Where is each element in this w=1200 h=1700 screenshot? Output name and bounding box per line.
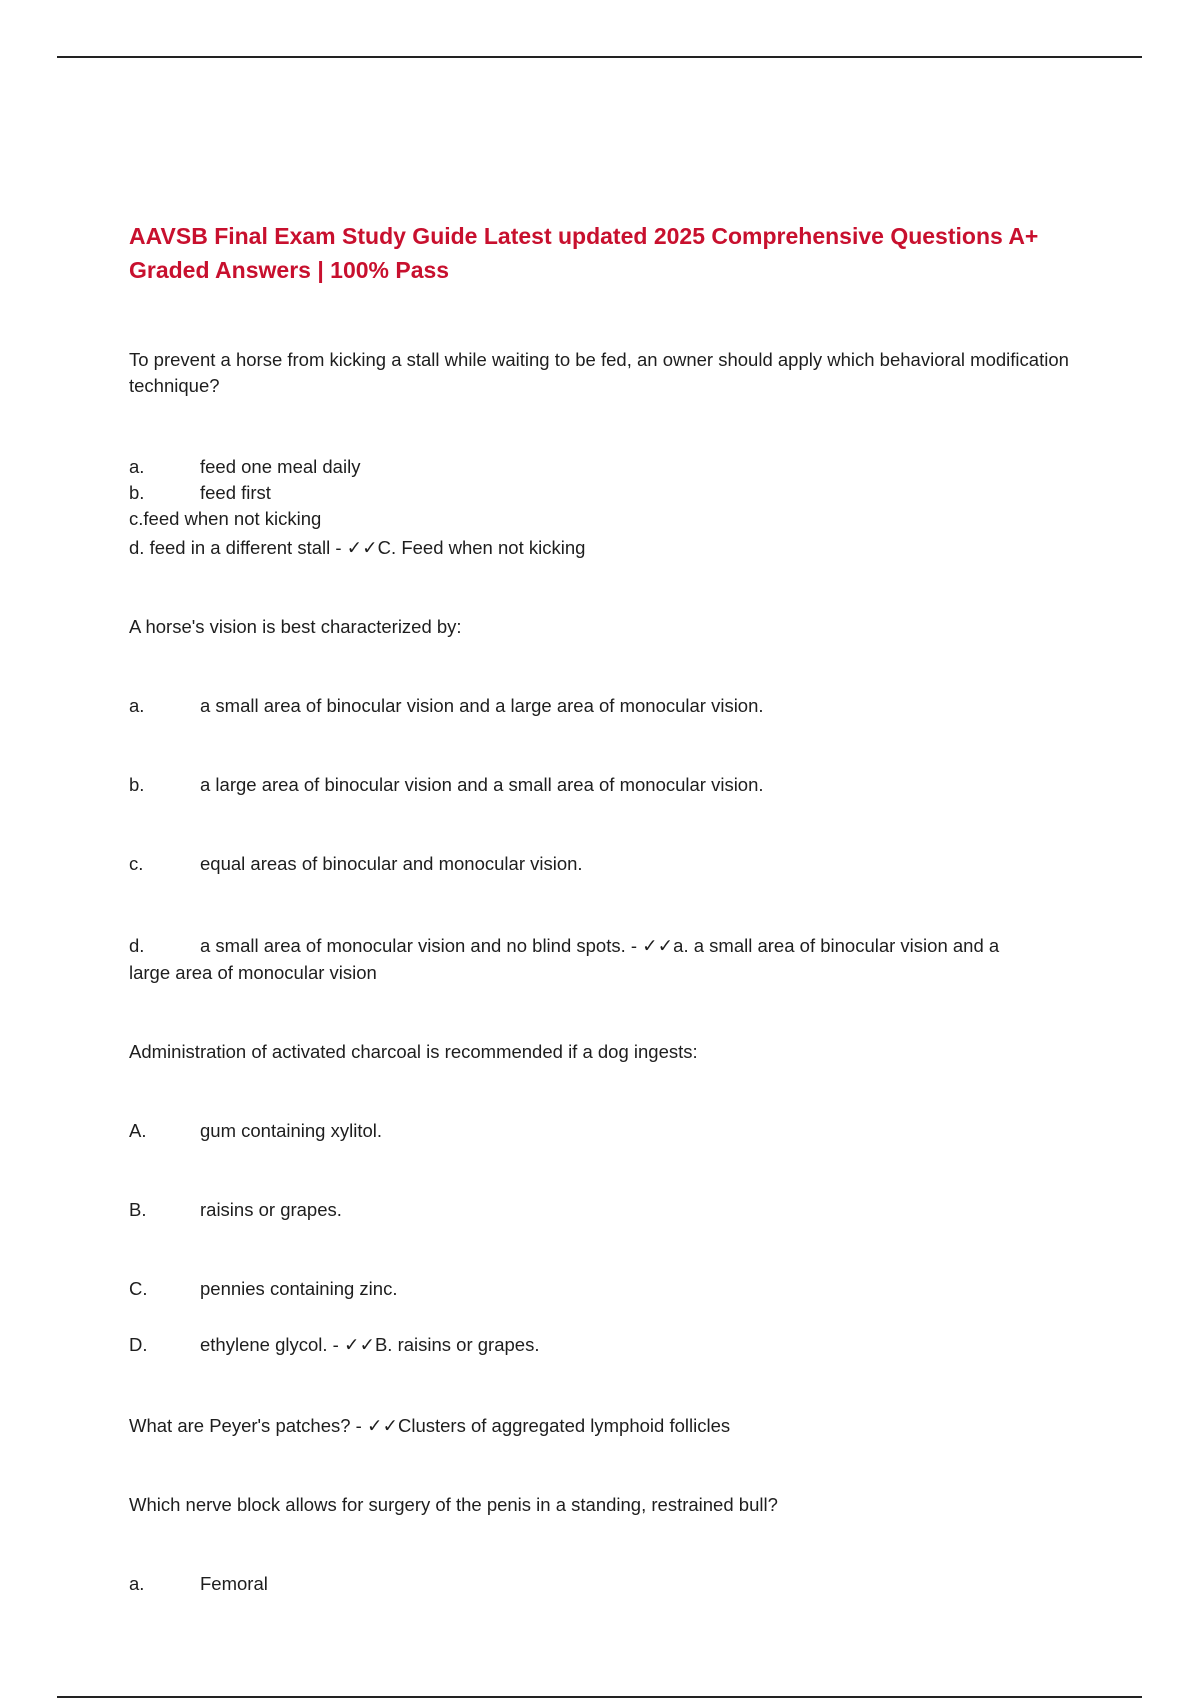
option-text: a small area of monocular vision and no blind spots. - ✓✓a. a small area of binocular vision and a: [200, 935, 1000, 956]
option-text: pennies containing zinc.: [200, 1278, 398, 1299]
question-4-answer: What are Peyer's patches? - ✓✓Clusters of aggregated lymphoid follicles: [129, 1415, 731, 1436]
q5-option-a: [129, 1571, 268, 1597]
q2-option-c: [129, 851, 583, 877]
option-text: gum containing xylitol.: [200, 1120, 383, 1141]
option-label: C.: [129, 1278, 148, 1299]
q3-option-d-answer: [129, 1332, 539, 1358]
q3-option-a: [129, 1118, 382, 1144]
question-5-text: Which nerve block allows for surgery of the penis in a standing, restrained bull?: [129, 1494, 778, 1515]
option-text: raisins or grapes.: [200, 1199, 342, 1220]
document-title: AAVSB Final Exam Study Guide Latest updated 2025 Comprehensive Questions A+ Graded Answers | 100% Pass: [129, 223, 1039, 283]
option-text: equal areas of binocular and monocular vision.: [200, 853, 583, 874]
option-label: a.: [129, 695, 145, 716]
option-text: ethylene glycol. - ✓✓B. raisins or grapes.: [200, 1334, 540, 1355]
option-label: a.: [129, 456, 145, 477]
q1-option-d-answer: d. feed in a different stall - ✓✓C. Feed when not kicking: [129, 537, 586, 558]
question-3-text: Administration of activated charcoal is recommended if a dog ingests:: [129, 1041, 698, 1062]
option-text: a small area of binocular vision and a large area of monocular vision.: [200, 695, 764, 716]
q2-option-a: [129, 693, 764, 719]
option-label: D.: [129, 1334, 148, 1355]
option-text: feed one meal daily: [200, 456, 361, 477]
option-text: Femoral: [200, 1573, 268, 1594]
option-label: b.: [129, 774, 145, 795]
option-label: a.: [129, 1573, 145, 1594]
q2-answer-continued: large area of monocular vision: [129, 962, 377, 983]
option-label: d.: [129, 935, 145, 956]
option-text: feed first: [200, 482, 271, 503]
q1-option-c: c.feed when not kicking: [129, 508, 322, 529]
question-2-text: A horse's vision is best characterized by:: [129, 616, 462, 637]
option-label: b.: [129, 482, 145, 503]
question-1-text: To prevent a horse from kicking a stall while waiting to be fed, an owner should apply which behavioral modification technique?: [129, 349, 1069, 396]
option-text: a large area of binocular vision and a small area of monocular vision.: [200, 774, 764, 795]
q3-option-b: [129, 1197, 342, 1223]
q2-option-b: [129, 772, 764, 798]
q3-option-c: [129, 1276, 397, 1302]
option-label: B.: [129, 1199, 147, 1220]
option-label: A.: [129, 1120, 147, 1141]
header-rule: [57, 56, 1142, 58]
q2-option-d-answer: [129, 933, 999, 959]
q1-option-a: [129, 454, 360, 480]
q1-option-b: [129, 480, 271, 506]
option-label: c.: [129, 853, 144, 874]
footer-rule: [57, 1696, 1142, 1698]
